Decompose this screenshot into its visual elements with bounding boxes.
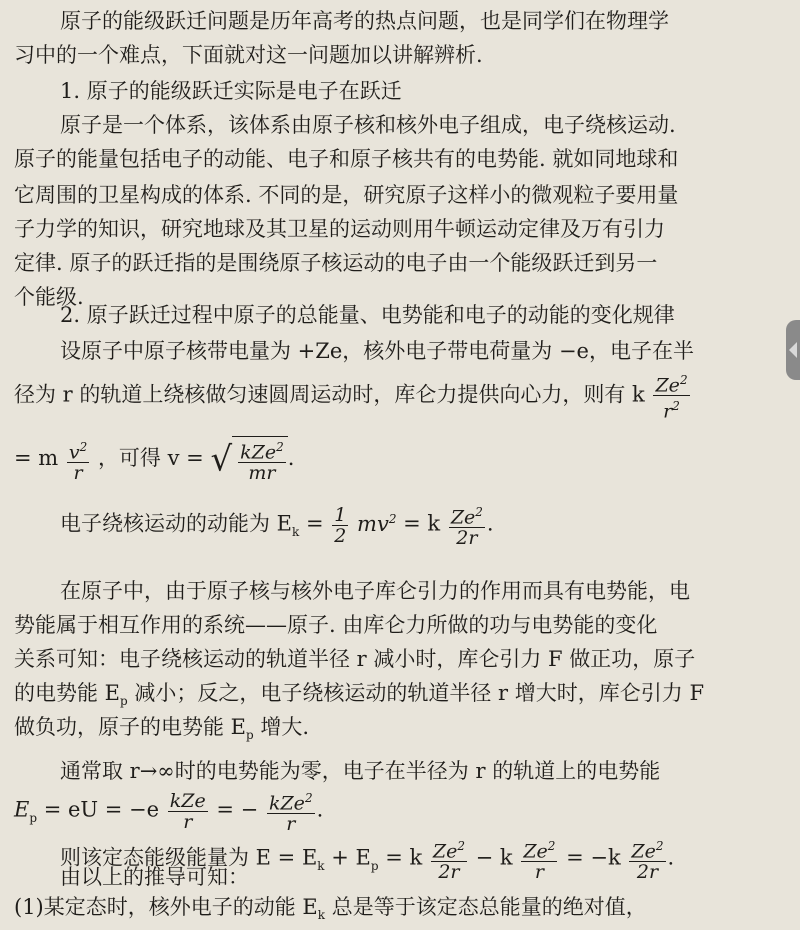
para-line: 在原子中，由于原子核与核外电子库仑引力的作用而具有电势能，电 [60,579,690,603]
para-line: 个能级. [14,285,84,309]
line-text: = m [14,446,59,471]
page-edge-tab-icon[interactable] [786,320,800,380]
para-line: 关系可知：电子绕核运动的轨道半径 r 减小时，库仑引力 F 做正功，原子 [14,647,696,671]
fraction-v2-over-r: $\frac{v^2}{r}$ [67,437,89,483]
fraction-kZe-over-r: $\frac{\text{kZe}}{r}$ [169,789,206,833]
fraction-kZe2-over-r: $\frac{kZe^2}{r}$ [267,788,315,834]
para-line: 原子是一个体系，该体系由原子核和核外电子组成，电子绕核运动. [60,113,676,137]
para-line: 设原子中原子核带电量为 +Ze，核外电子带电荷量为 −e，电子在半 [60,339,694,363]
formula-line-velocity: = m $\frac{v^2}{r}$ ，可得 v = √ $\frac{kZe^2}{mr}$ . [14,436,776,483]
para-line: 势能属于相互作用的系统——原子. 由库仑力所做的功与电势能的变化 [14,613,658,637]
fraction-Ze2-over-2r: $\frac{Ze^2}{2r}$ [449,502,485,548]
para-line: (1)某定态时，核外电子的动能 $E_k$ 总是等于该定态总能量的绝对值， [14,895,647,923]
formula-line-kinetic-energy: 电子绕核运动的动能为 $E_k$ = $\frac{1}{2}$ $mv^2 = k$ $\frac{Ze^2}{2r}$ . [60,503,494,550]
para-line: 由以上的推导可知： [60,865,249,889]
para-line: 通常取 r→∞时的电势能为零，电子在半径为 r 的轨道上的电势能 [60,759,661,783]
formula-line-total-energy: 则该定态能级能量为 $E = E_k + E_p = k$ $\frac{Ze^2}{2r}$ − k $\frac{Ze^2}{r}$ = −k $\frac{Ze^2}{2r}$ . [60,836,776,882]
para-line: 原子的能级跃迁问题是历年高考的热点问题，也是同学们在物理学 [60,9,669,33]
line-text: ，可得 v = [97,446,204,471]
sqrt-icon: √ [210,439,233,480]
para-line: 习中的一个难点，下面就对这一问题加以讲解辨析. [14,43,483,67]
sqrt-expression: $\frac{kZe^2}{mr}$ [232,436,288,483]
formula-line-potential-energy: $E_p$ = eU = −e $\frac{\text{kZe}}{r}$ = − $\frac{kZe^2}{r}$ . [14,789,324,836]
para-line-with-fraction [14,370,776,422]
fraction-one-half: $\frac{1}{2}$ [334,503,347,547]
section-heading-2: 2. 原子跃迁过程中原子的总能量、电势能和电子的动能的变化规律 [60,303,675,327]
line-text: 径为 r 的轨道上绕核做匀速圆周运动时，库仑力提供向心力，则有 k [14,382,645,407]
para-line: 原子的能量包括电子的动能、电子和原子核共有的电势能. 就如同地球和 [14,147,679,171]
para-line: 子力学的知识，研究地球及其卫星的运动则用牛顿运动定律及万有引力 [14,217,665,241]
para-line: 的电势能 $E_p$ 减小；反之，电子绕核运动的轨道半径 r 增大时，库仑引力 F [14,681,705,709]
section-heading-1: 1. 原子的能级跃迁实际是电子在跃迁 [60,79,402,103]
para-line: 它周围的卫星构成的体系. 不同的是，研究原子这样小的微观粒子要用量 [14,183,679,207]
para-line: 做负功，原子的电势能 $E_p$ 增大. [14,715,310,743]
fraction-Ze2-over-r2: $\frac{Ze^2}{r^2}$ [653,370,689,422]
para-line: 定律. 原子的跃迁指的是围绕原子核运动的电子由一个能级跃迁到另一 [14,251,658,275]
